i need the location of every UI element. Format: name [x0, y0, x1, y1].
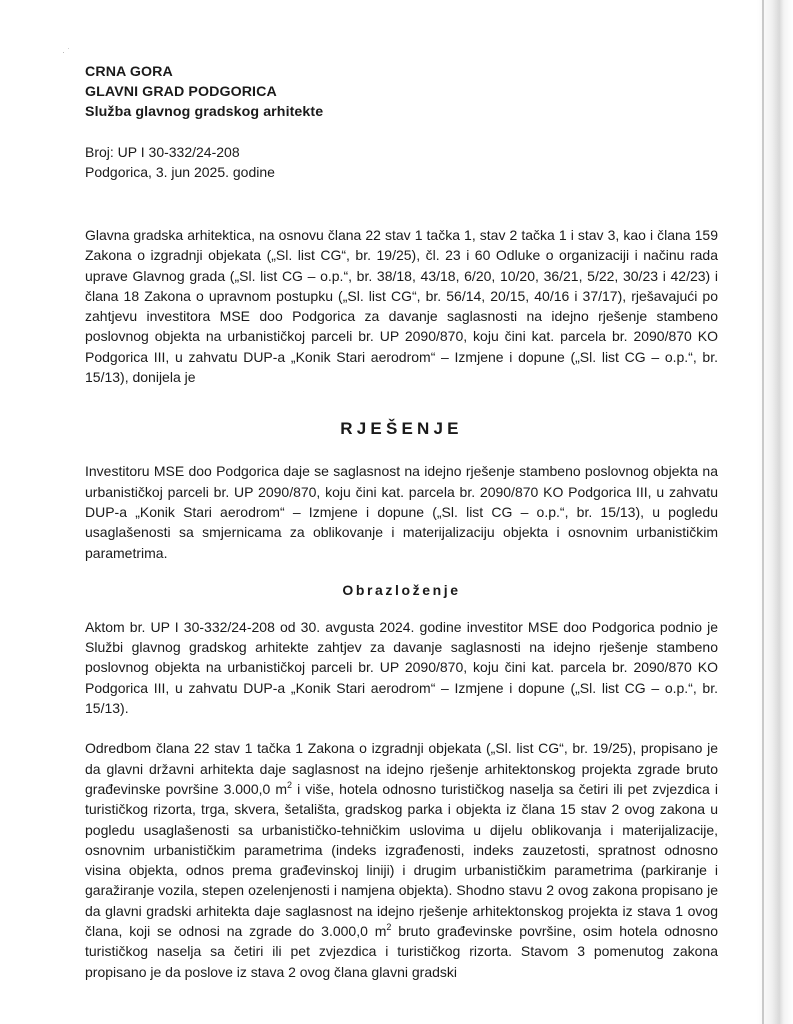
superscript-b: 2 — [386, 922, 392, 933]
document-page — [85, 62, 718, 980]
paragraph-2-text-c: bruto građevinske površine, osim hotela odnosno turističkog naselja sa četiri ili pet zvjezdica i turističkog rizorta. Stavom 3 pomenutog zakona propisano je da poslove iz stava 2 ovog člana glavni gradski — [85, 923, 718, 980]
superscript-a: 2 — [287, 779, 293, 790]
header-office: Služba glavnog gradskog arhitekte — [85, 104, 324, 120]
reference-number: Broj: UP I 30-332/24-208 — [85, 144, 240, 160]
decision-paragraph: Investitoru MSE doo Podgorica daje se saglasnost na idejno rješenje stambeno poslovnog objekta na urbanističkoj parceli br. UP 2090/870, koju čini kat. parcela br. 2090/870 KO Podgorica III, u zahvatu DUP-a „Konik Stari aerodrom“ – Izmjene i dopune („Sl. list CG – o.p.“, br. 15/13), u pogledu usaglašenosti sa smjernicama za oblikovanje i materijalizaciju objekta i osnovnim urbanističkim parametrima. — [85, 463, 718, 561]
explanation-paragraph-2 — [85, 738, 718, 982]
section-title-explanation: Obrazloženje — [342, 581, 461, 598]
explanation-paragraph-1: Aktom br. UP I 30-332/24-208 od 30. avgusta 2024. godine investitor MSE doo Podgorica podnio je Službi glavnog gradskog arhitekte zahtjev za davanje saglasnosti na idejno rješenje stambeno poslovnog objekta na urbanističkoj parceli br. UP 2090/870, koju čini kat. parcela br. 2090/870 KO Podgorica III, u zahvatu DUP-a „Konik Stari aerodrom“ – Izmjene i dopune („Sl. list CG – o.p.“, br. 15/13). — [85, 618, 718, 717]
document-title: RJEŠENJE — [340, 419, 463, 439]
reference-place-date: Podgorica, 3. jun 2025. godine — [85, 164, 275, 180]
scan-speck: · ˙ — [62, 47, 71, 57]
explanation-paragraph-2-clip — [85, 738, 718, 980]
header-country: CRNA GORA — [85, 64, 173, 80]
page-edge-line — [762, 0, 764, 1024]
reference-block — [85, 142, 718, 182]
paragraph-2-text-a: Odredbom člana 22 stav 1 tačka 1 Zakona o izgradnji objekata („Sl. list CG“, br. 19/25), propisano je da glavni državni arhitekta daje saglasnost na idejno rješenje arhitektonskog projekta zgrade bruto građevinske površine 3.000,0 m — [85, 740, 718, 797]
intro-paragraph: Glavna gradska arhitektica, na osnovu člana 22 stav 1 tačka 1, stav 2 tačka 1 i stav 3, kao i člana 159 Zakona o izgradnji objekata („Sl. list CG“, br. 19/25), čl. 23 i 60 Odluke o organizaciji i načinu rada uprave Glavnog grada („Sl. list CG – o.p.“, br. 38/18, 43/18, 6/20, 10/20, 36/21, 5/22, 30/23 i 42/23) i člana 18 Zakona o upravnom postupku („Sl. list CG“, br. 56/14, 20/15, 40/16 i 37/17), rješavajući po zahtjevu investitora MSE doo Podgorica za davanje saglasnosti na idejno rješenje stambeno poslovnog objekta na urbanističkoj parceli br. UP 2090/870, koju čini kat. parcela br. 2090/870 KO Podgorica III, u zahvatu DUP-a „Konik Stari aerodrom“ – Izmjene i dopune („Sl. list CG – o.p.“, br. 15/13), donijela je — [85, 227, 718, 386]
header-city: GLAVNI GRAD PODGORICA — [85, 84, 277, 100]
paragraph-2-text-b: i više, hotela odnosno turističkog naselja sa četiri ili pet zvjezdica i turističkog rizorta, trga, skvera, šetališta, gradskog parka i objekta iz člana 15 stav 2 ovog zakona u pogledu usaglašenosti sa urbanističko-tehničkim uslovima u dijelu oblikovanja i materijalizacije, osnovnim urbanističkim parametrima (indeks izgrađenosti, indeks zauzetosti, spratnost odnosno visina objekta, odnos prema građevinskoj liniji) i drugim urbanističkim parametrima (parkiranje i garažiranje vozila, stepen ozelenjenosti i namjena objekta). Shodno stavu 2 ovog zakona propisano je da glavni gradski arhitekta daje saglasnost na idejno rješenje arhitektonskog projekta iz stava 1 ovog člana, koji se odnosi na zgrade do 3.000,0 m — [85, 780, 718, 940]
